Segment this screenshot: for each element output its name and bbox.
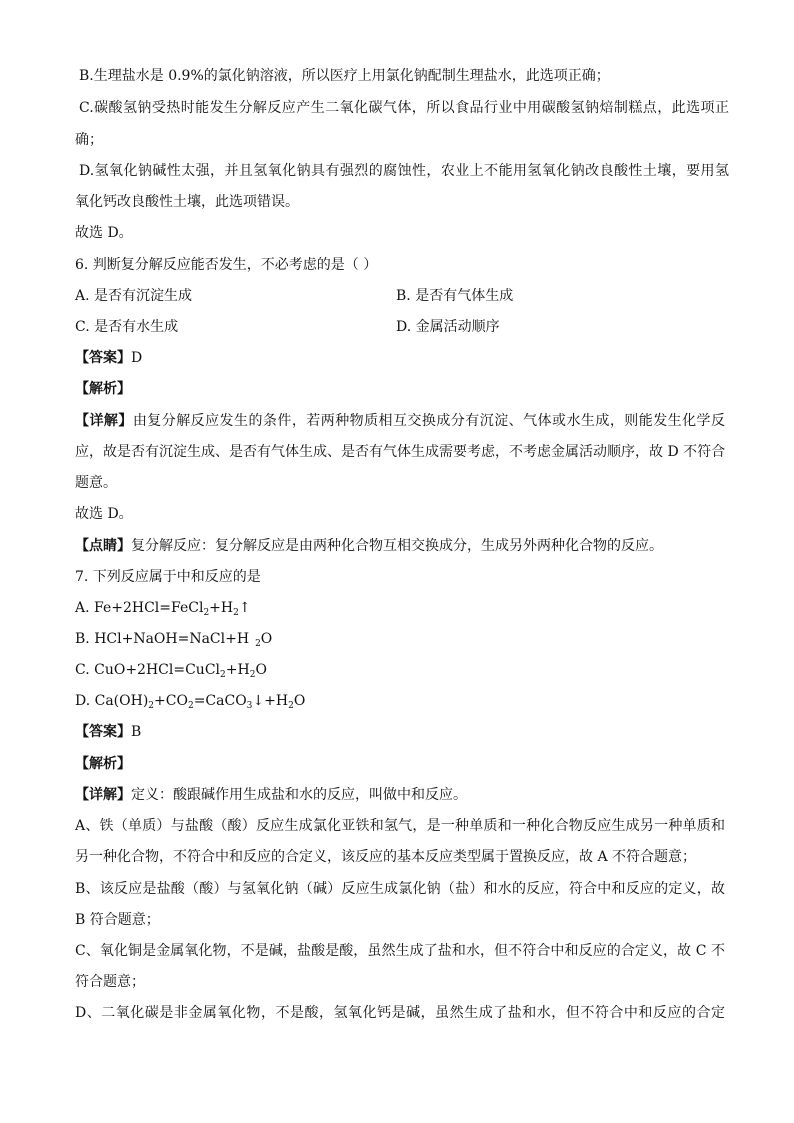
formula-subscript: 2 (288, 701, 294, 711)
formula-subscript: 2 (220, 670, 226, 680)
q7-explain-b-line-1: B、该反应是盐酸（酸）与氢氧化钠（碱）反应生成氯化钠（盐）和水的反应，符合中和反应的定义，故 (75, 881, 725, 897)
formula-part: +H (225, 662, 250, 678)
q6-option-c: C. 是否有水生成 (75, 319, 179, 335)
formula-part: ↑ (238, 600, 251, 616)
formula-part: O (293, 693, 306, 709)
q7-detail-definition (75, 786, 725, 804)
analysis-tag: 【解析】 (75, 756, 131, 772)
comment-text: 复分解反应：复分解反应是由两种化合物互相交换成分，生成另外两种化合物的反应。 (131, 538, 663, 554)
q7-explain-a-line-2: 另一种化合物，不符合中和反应的合定义，该反应的基本反应类型属于置换反应，故 A 不符合题意； (75, 849, 697, 865)
q7-explain-d-line-1: D、二氧化碳是非金属氧化物，不是酸，氢氧化钙是碱，虽然生成了盐和水，但不符合中和反应的合定 (75, 1005, 725, 1021)
formula-part: +CO (154, 693, 188, 709)
q7-explain-c-line-1: C、氧化铜是金属氧化物，不是碱，盐酸是酸，虽然生成了盐和水，但不符合中和反应的合定义，故 C 不 (75, 943, 725, 959)
formula-part: ↓+H (252, 693, 289, 709)
q6-option-a: A. 是否有沉淀生成 (75, 288, 193, 304)
q6-detail-line-1 (75, 412, 725, 430)
q6-answer (75, 349, 725, 367)
answer-tag: 【答案】 (75, 724, 131, 740)
explanation-d-line-2: 氧化钙改良酸性土壤，此选项错误。 (75, 194, 299, 210)
q7-option-c (75, 661, 725, 684)
formula-part: B. HCl+NaOH=NaCl+H (75, 631, 250, 647)
formula-part: +H (209, 600, 234, 616)
detail-text: 定义：酸跟碱作用生成盐和水的反应，叫做中和反应。 (131, 787, 467, 803)
detail-tag: 【详解】 (75, 787, 131, 803)
q7-explain-b-line-2: B 符合题意； (75, 912, 160, 928)
q7-option-b (75, 630, 725, 653)
detail-text: 由复分解反应发生的条件，若两种物质相互交换成分有沉淀、气体或水生成，则能发生化学反 (132, 413, 726, 429)
formula-part: O (260, 631, 273, 647)
q6-option-d: D. 金属活动顺序 (396, 319, 500, 335)
q6-detail-line-2: 应，故是否有沉淀生成、是否有气体生成、是否有气体生成需要考虑，不考虑金属活动顺序，故 D 不符合 (75, 444, 726, 460)
formula-subscript: 2 (203, 608, 210, 618)
q6-conclusion: 故选 D。 (75, 506, 133, 522)
analysis-tag: 【解析】 (75, 381, 131, 397)
q7-explain-c-line-2: 符合题意； (75, 974, 145, 990)
conclusion-q5: 故选 D。 (75, 225, 133, 241)
q7-analysis-heading (75, 755, 725, 773)
q6-option-b: B. 是否有气体生成 (396, 288, 514, 304)
explanation-b: B.生理盐水是 0.9%的氯化钠溶液，所以医疗上用氯化钠配制生理盐水，此选项正确； (79, 68, 610, 84)
formula-part: O (255, 662, 267, 678)
formula-part: C. CuO+2HCl=CuCl (75, 662, 221, 678)
q6-analysis-heading (75, 380, 725, 398)
q7-explain-a-line-1: A、铁（单质）与盐酸（酸）反应生成氯化亚铁和氢气，是一种单质和一种化合物反应生成另一种单质和 (75, 818, 725, 834)
q7-option-a (75, 599, 725, 622)
answer-value: D (131, 350, 143, 366)
q7-option-d (75, 692, 725, 715)
formula-part: A. Fe+2HCl=FeCl (75, 600, 204, 616)
explanation-c-line-1: C.碳酸氢钠受热时能发生分解反应产生二氧化碳气体，所以食品行业中用碳酸氢钠焙制糕点，此选项正 (79, 100, 729, 116)
q6-comment (75, 537, 725, 555)
detail-tag: 【详解】 (75, 413, 133, 429)
answer-tag: 【答案】 (75, 350, 131, 366)
explanation-c-line-2: 确； (75, 132, 103, 148)
formula-subscript: 2 (233, 608, 239, 618)
question-7-stem: 7. 下列反应属于中和反应的是 (75, 569, 261, 585)
formula-subscript: 2 (187, 701, 194, 711)
q6-detail-line-3: 题意。 (75, 475, 117, 491)
comment-tag: 【点睛】 (75, 538, 131, 554)
formula-subscript: 2 (148, 701, 155, 711)
explanation-d-line-1: D.氢氧化钠碱性太强，并且氢氧化钠具有强烈的腐蚀性，农业上不能用氢氧化钠改良酸性土壤，要用氢 (79, 163, 729, 179)
q7-answer (75, 723, 725, 741)
formula-part: =CaCO (193, 693, 247, 709)
formula-subscript: 3 (246, 701, 253, 711)
answer-value: B (131, 724, 142, 740)
formula-subscript: 2 (249, 670, 256, 680)
question-6-stem: 6. 判断复分解反应能否发生，不必考虑的是（ ） (75, 257, 378, 273)
formula-subscript: 2 (255, 639, 261, 649)
formula-part: D. Ca(OH) (75, 693, 149, 709)
